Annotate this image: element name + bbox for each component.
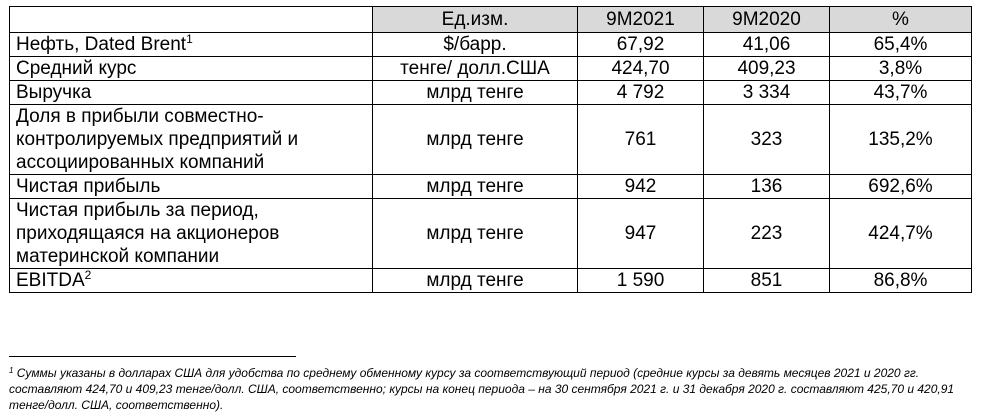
row-percent: 3,8% [830, 57, 972, 81]
row-percent: 424,7% [830, 199, 972, 269]
row-percent: 692,6% [830, 175, 972, 199]
header-cell-percent: % [830, 7, 972, 33]
row-label-exchange-rate: Средний курс [10, 57, 373, 81]
table-row [10, 175, 972, 199]
row-label-revenue: Выручка [10, 81, 373, 105]
row-value-2020: 3 334 [704, 81, 830, 105]
footnote [9, 365, 959, 413]
row-value-2020: 41,06 [704, 33, 830, 57]
row-value-2021: 761 [578, 105, 704, 175]
table-row [10, 105, 972, 175]
row-value-2020: 223 [704, 199, 830, 269]
header-cell-9m2021: 9M2021 [578, 7, 704, 33]
row-unit: млрд тенге [373, 269, 578, 293]
footnote-text: Суммы указаны в долларах США для удобства по среднему обменному курсу за соответствующий период (средние курсы за девять месяцев 2021 и 2020 гг. составляют 424,70 и 409,23 тенге/долл. США, соответственно; курсы на конец периода – на 30 сентября 2021 г. и 31 декабря 2020 г. составляют 425,70 и 420,91 тенге/долл. США, соответственно). [9, 366, 955, 412]
row-label-ebitda [10, 269, 373, 293]
row-unit: тенге/ долл.США [373, 57, 578, 81]
row-value-2021: 942 [578, 175, 704, 199]
row-value-2020: 136 [704, 175, 830, 199]
row-label-brent [10, 33, 373, 57]
table-row [10, 269, 972, 293]
footnote-marker: 1 [186, 32, 193, 46]
header-cell-unit: Ед.изм. [373, 7, 578, 33]
row-label-jv-share: Доля в прибыли совместно-контролируемых предприятий и ассоциированных компаний [10, 105, 373, 175]
row-percent: 65,4% [830, 33, 972, 57]
row-unit: млрд тенге [373, 81, 578, 105]
row-value-2021: 1 590 [578, 269, 704, 293]
row-unit: млрд тенге [373, 175, 578, 199]
row-unit: $/барр. [373, 33, 578, 57]
footnote-marker: 2 [84, 268, 92, 282]
row-value-2021: 424,70 [578, 57, 704, 81]
row-label-net-income-parent: Чистая прибыль за период, приходящаяся на акционеров материнской компании [10, 199, 373, 269]
row-label-net-income: Чистая прибыль [10, 175, 373, 199]
footnote-marker: 1 [9, 366, 14, 375]
table-row [10, 81, 972, 105]
row-percent: 86,8% [830, 269, 972, 293]
row-label-text: Нефть, Dated Brent [16, 34, 187, 55]
row-label-text: EBITDA [16, 270, 85, 291]
row-value-2020: 851 [704, 269, 830, 293]
row-unit: млрд тенге [373, 105, 578, 175]
row-value-2020: 409,23 [704, 57, 830, 81]
row-percent: 43,7% [830, 81, 972, 105]
footnote-separator [9, 356, 296, 357]
header-cell-9m2020: 9M2020 [704, 7, 830, 33]
table-row [10, 57, 972, 81]
financial-indicators-table [9, 6, 972, 293]
row-value-2021: 947 [578, 199, 704, 269]
row-value-2021: 4 792 [578, 81, 704, 105]
row-value-2020: 323 [704, 105, 830, 175]
row-unit: млрд тенге [373, 199, 578, 269]
row-percent: 135,2% [830, 105, 972, 175]
header-cell-label [10, 7, 373, 33]
row-value-2021: 67,92 [578, 33, 704, 57]
table-header-row [10, 7, 972, 33]
table-row [10, 33, 972, 57]
table-row [10, 199, 972, 269]
